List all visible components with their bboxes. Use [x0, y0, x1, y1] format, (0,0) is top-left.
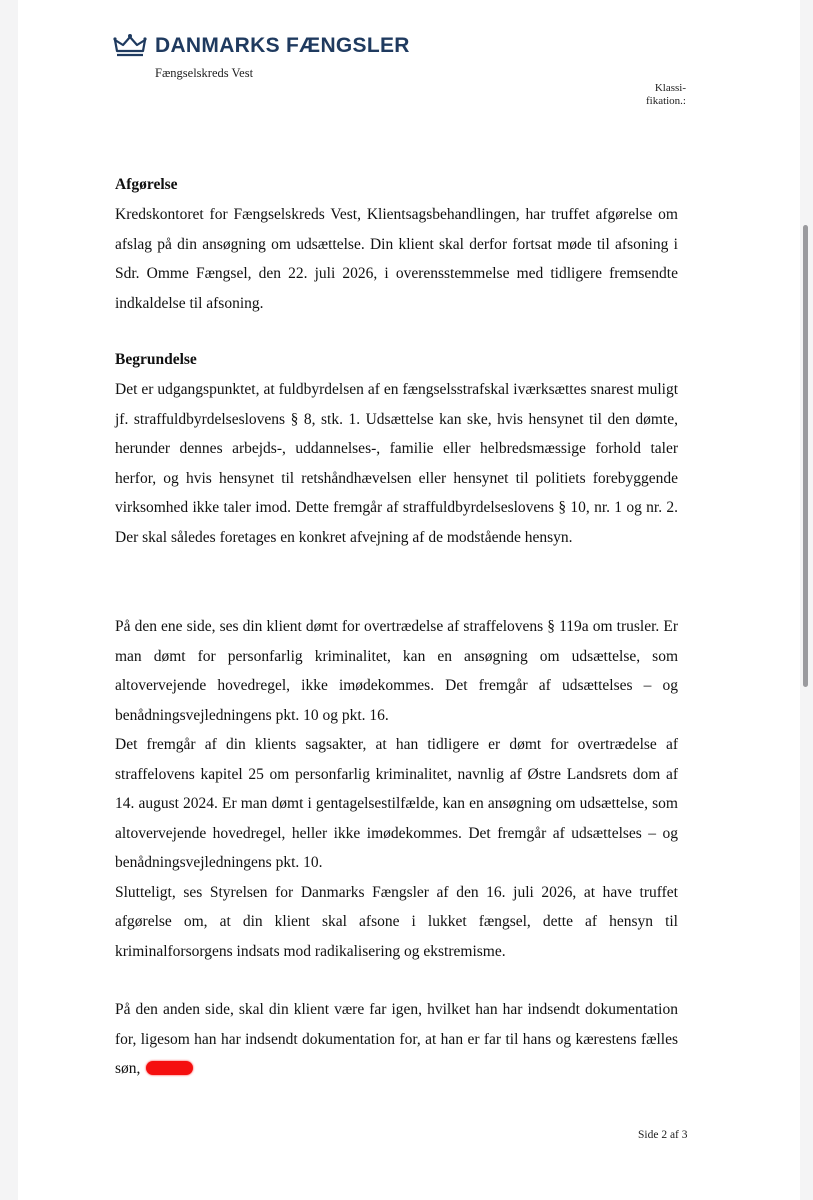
decision-heading: Afgørelse	[115, 176, 178, 193]
classification-label	[624, 82, 686, 108]
page-number: Side 2 af 3	[638, 1129, 688, 1141]
scrollbar[interactable]	[803, 225, 808, 687]
one-side-paragraph-3: Slutteligt, ses Styrelsen for Danmarks Fængsler af den 16. juli 2026, at have truffet afgørelse om, at din klient skal afsone i lukket fængsel, dette af hensyn til kriminalforsorgens indsats mod radikalisering og ekstremisme.	[115, 883, 678, 960]
one-side-section	[115, 612, 678, 966]
classification-line-2: fikation.:	[645, 95, 686, 107]
reasoning-paragraph: Det er udgangspunktet, at fuldbyrdelsen af en fængselsstrafskal iværksættes snarest muligt jf. straffuldbyrdelseslovens § 8, stk. 1. Udsættelse kan ske, hvis hensynet til den dømte, herunder dennes arbejds-, uddannelses-, familie eller helbredsmæssige forhold taler herfor, og hvis hensynet til retshåndhævelsen eller hensynet til politiets forebyggende virksomhed ikke taler imod. Dette fremgår af straffuldbyrdelseslovens § 10, nr. 1 og nr. 2. Der skal således foretages en konkret afvejning af de modstående hensyn.	[115, 381, 678, 546]
document-page	[18, 0, 800, 1200]
crown-icon	[113, 33, 147, 59]
reasoning-heading: Begrundelse	[115, 351, 197, 368]
decision-section	[115, 200, 678, 318]
redaction-mark	[146, 1061, 193, 1075]
reasoning-section	[115, 375, 678, 552]
classification-line-1: Klassi-	[654, 82, 686, 94]
brand-name: DANMARKS FÆNGSLER	[155, 34, 410, 57]
one-side-paragraph-1: På den ene side, ses din klient dømt for overtrædelse af straffelovens § 119a om trusler. Er man dømt for personfarlig kriminalitet, kan en ansøgning om udsættelse, som altovervejende hovedregel, ikke imødekommes. Det fremgår af udsættelses – og benådningsvejledningens pkt. 10 og pkt. 16.	[115, 618, 678, 724]
other-side-text: På den anden side, skal din klient være far igen, hvilket han har indsendt dokumentation for, ligesom han har indsendt dokumentation for, at han er far til hans og kærestens fælles søn,	[115, 1001, 678, 1077]
decision-paragraph: Kredskontoret for Fængselskreds Vest, Klientsagsbehandlingen, har truffet afgørelse om afslag på din ansøgning om udsættelse. Din klient skal derfor fortsat møde til afsoning i Sdr. Omme Fængsel, den 22. juli 2026, i overensstemmelse med tidligere fremsendte indkaldelse til afsoning.	[115, 206, 678, 312]
other-side-section	[115, 995, 678, 1084]
unit-name: Fængselskreds Vest	[155, 66, 254, 80]
one-side-paragraph-2: Det fremgår af din klients sagsakter, at han tidligere er dømt for overtrædelse af straffelovens kapitel 25 om personfarlig kriminalitet, navnlig af Østre Landsrets dom af 14. august 2024. Er man dømt i gentagelsestilfælde, kan en ansøgning om udsættelse, som altovervejende hovedregel, heller ikke imødekommes. Det fremgår af udsættelses – og benådningsvejledningens pkt. 10.	[115, 736, 678, 871]
brand-header	[113, 33, 410, 59]
other-side-paragraph	[115, 995, 678, 1084]
